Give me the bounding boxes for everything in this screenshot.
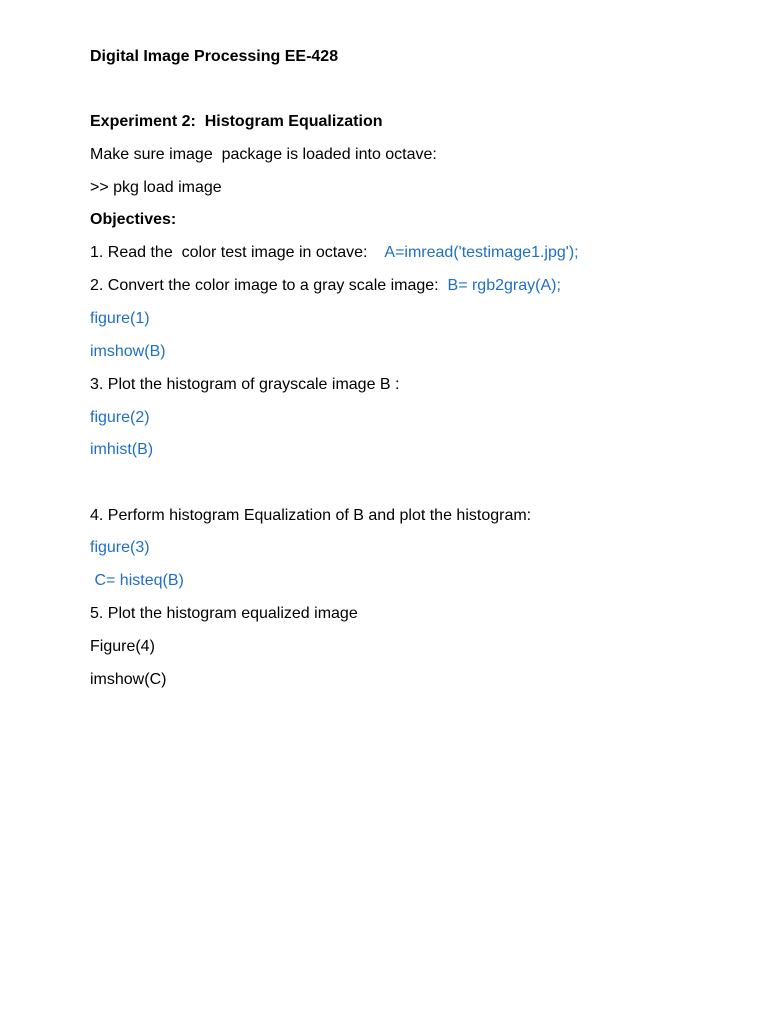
code-histeq-b: C= histeq(B) — [90, 572, 184, 589]
code-figure-3: figure(3) — [90, 539, 150, 556]
pkg-command: >> pkg load image — [90, 179, 222, 196]
step-3: 3. Plot the histogram of grayscale image B : — [90, 376, 400, 393]
code-figure-2: figure(2) — [90, 409, 150, 426]
step-1-text: 1. Read the color test image in octave: — [90, 244, 385, 261]
step-2-code: B= rgb2gray(A); — [447, 277, 561, 294]
objectives-heading: Objectives: — [90, 211, 177, 228]
intro-text: Make sure image package is loaded into octave: — [90, 146, 437, 163]
text-figure-4: Figure(4) — [90, 638, 155, 655]
code-figure-1: figure(1) — [90, 310, 150, 327]
step-2-text: 2. Convert the color image to a gray scale image: — [90, 277, 448, 294]
step-4: 4. Perform histogram Equalization of B and plot the histogram: — [90, 507, 532, 524]
course-title: Digital Image Processing EE-428 — [90, 48, 339, 65]
code-imshow-b: imshow(B) — [90, 343, 166, 360]
step-1 — [90, 243, 579, 263]
text-imshow-c: imshow(C) — [90, 671, 167, 688]
step-5: 5. Plot the histogram equalized image — [90, 605, 358, 622]
experiment-title: Experiment 2: Histogram Equalization — [90, 113, 383, 130]
code-imhist-b: imhist(B) — [90, 441, 154, 458]
step-1-code: A=imread('testimage1.jpg'); — [384, 244, 579, 261]
step-2 — [90, 276, 561, 296]
